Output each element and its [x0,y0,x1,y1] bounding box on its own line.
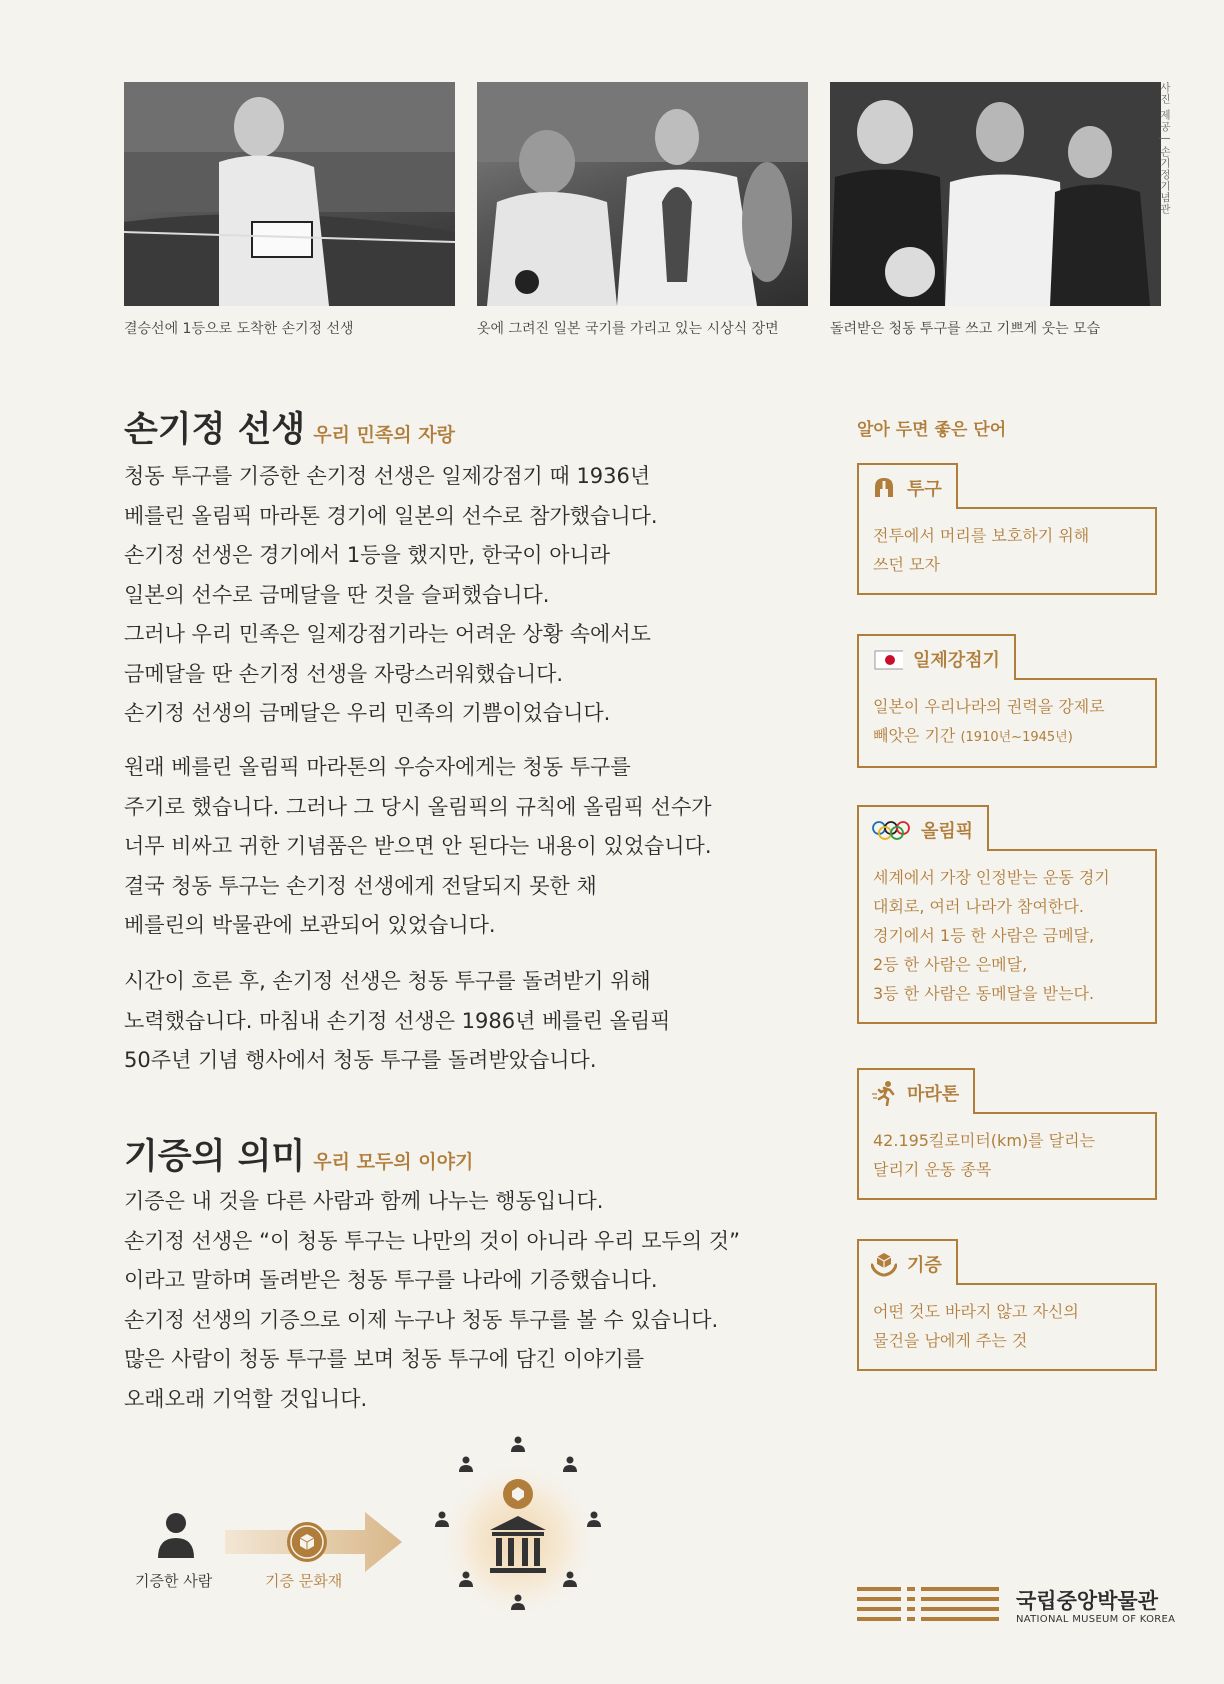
paragraph [124,962,670,1081]
glossary-term: 기증 [907,1255,942,1276]
section-title [124,402,455,452]
definition-line: 일본이 우리나라의 권력을 강제로 [873,697,1105,716]
cultural-asset-icon [287,1522,327,1562]
glossary-definition [857,507,1157,595]
text-line: 결국 청동 투구는 손기정 선생에게 전달되지 못한 채 [124,873,597,898]
photo-runner-finish [124,82,455,306]
glossary-term-tab [857,634,1016,680]
definition-line: 42.195킬로미터(km)를 달리는 [873,1131,1096,1150]
glossary-term: 마라톤 [907,1084,960,1105]
text-line: 주기로 했습니다. 그러나 그 당시 올림픽의 규칙에 올림픽 선수가 [124,794,712,819]
glossary-card-colonial-period [857,634,1157,768]
helmet-icon [871,475,897,501]
text-line: 손기정 선생의 기증으로 이제 누구나 청동 투구를 볼 수 있습니다. [124,1307,719,1332]
glossary-card-donation [857,1239,1157,1371]
photo-helmet-return [830,82,1161,306]
donor-label: 기증한 사람 [135,1572,213,1590]
glossary-definition [857,1283,1157,1371]
text-line: 시간이 흐른 후, 손기정 선생은 청동 투구를 돌려받기 위해 [124,969,651,993]
definition-line: 경기에서 1등 한 사람은 금메달, [873,926,1095,945]
donor-person-icon [158,1513,194,1558]
definition-line: 전투에서 머리를 보호하기 위해 [873,526,1090,545]
text-line: 그러나 우리 민족은 일제강점기라는 어려운 상황 속에서도 [124,622,651,646]
museum-name-ko: 국립중앙박물관 [1016,1589,1159,1613]
text-line: 손기정 선생의 금메달은 우리 민족의 기쁨이었습니다. [124,701,611,725]
paragraph [124,748,712,946]
definition-line: 2등 한 사람은 은메달, [873,955,1028,974]
definition-line: 물건을 남에게 주는 것 [873,1331,1028,1350]
definition-line: 어떤 것도 바라지 않고 자신의 [873,1302,1079,1321]
paragraph [124,457,658,734]
glossary-card-marathon [857,1068,1157,1200]
definition-line: 대회로, 여러 나라가 참여한다. [873,897,1084,916]
glossary-term-tab [857,1068,975,1114]
cultural-asset-label: 기증 문화재 [265,1572,343,1590]
section-title [124,1129,473,1179]
donation-hands-icon [871,1251,897,1277]
glossary-card-olympics [857,805,1157,1024]
text-line: 베를린 올림픽 마라톤 경기에 일본의 선수로 참가했습니다. [124,503,658,528]
definition-line: 세계에서 가장 인정받는 운동 경기 [873,868,1110,887]
definition-line: 3등 한 사람은 동메달을 받는다. [873,984,1095,1003]
text-line: 50주년 기념 행사에서 청동 투구를 돌려받았습니다. [124,1048,597,1072]
glossary-term-tab [857,805,989,851]
definition-line: 쓰던 모자 [873,555,940,574]
text-line: 너무 비싸고 귀한 기념품은 받으면 안 된다는 내용이 있었습니다. [124,834,712,858]
glossary-term-tab [857,463,958,509]
photo-caption: 결승선에 1등으로 도착한 손기정 선생 [124,321,354,337]
photo-credit: 사진 제공 | 손기정기념관 [1159,82,1171,215]
text-line: 이라고 말하며 돌려받은 청동 투구를 나라에 기증했습니다. [124,1268,658,1292]
section-title-main: 손기정 선생 [124,410,306,450]
text-line: 기증은 내 것을 다른 사람과 함께 나누는 행동입니다. [124,1189,604,1213]
text-line: 노력했습니다. 마침내 손기정 선생은 1986년 베를린 올림픽 [124,1008,671,1033]
glossary-definition [857,849,1157,1024]
japan-flag-icon [871,646,903,672]
glossary-definition [857,678,1157,768]
glossary-card-helmet [857,463,1157,595]
text-line: 오래오래 기억할 것입니다. [124,1386,368,1411]
glossary-title: 알아 두면 좋은 단어 [857,420,1007,440]
olympic-rings-icon [871,817,911,843]
glossary-term: 올림픽 [921,821,974,842]
museum-logo-icon [857,1585,999,1625]
donation-flow-diagram [120,1430,640,1620]
paragraph [124,1182,740,1419]
definition-line: 달리기 운동 종목 [873,1160,992,1179]
photo-award-ceremony [477,82,808,306]
text-line: 청동 투구를 기증한 손기정 선생은 일제강점기 때 1936년 [124,464,651,488]
text-line: 많은 사람이 청동 투구를 보며 청동 투구에 담긴 이야기를 [124,1347,644,1371]
text-line: 금메달을 딴 손기정 선생을 자랑스러워했습니다. [124,661,564,686]
runner-icon [871,1080,897,1106]
definition-line: 빼앗은 기간 [873,726,956,745]
glossary-term: 투구 [907,479,942,500]
text-line: 일본의 선수로 금메달을 딴 것을 슬퍼했습니다. [124,582,550,607]
definition-note: (1910년~1945년) [960,730,1073,745]
section-subtitle: 우리 모두의 이야기 [313,1151,474,1173]
museum-name-en: NATIONAL MUSEUM OF KOREA [1016,1614,1176,1625]
glossary-term: 일제강점기 [913,650,1000,671]
text-line: 베를린의 박물관에 보관되어 있었습니다. [124,913,496,937]
photo-caption: 돌려받은 청동 투구를 쓰고 기쁘게 웃는 모습 [830,321,1101,337]
section-title-main: 기증의 의미 [124,1137,306,1177]
section-subtitle: 우리 민족의 자랑 [313,424,455,446]
text-line: 손기정 선생은 “이 청동 투구는 나만의 것이 아니라 우리 모두의 것” [124,1228,740,1253]
text-line: 원래 베를린 올림픽 마라톤의 우승자에게는 청동 투구를 [124,755,631,779]
glossary-term-tab [857,1239,958,1285]
glossary-definition [857,1112,1157,1200]
photo-caption: 옷에 그려진 일본 국기를 가리고 있는 시상식 장면 [477,321,779,337]
text-line: 손기정 선생은 경기에서 1등을 했지만, 한국이 아니라 [124,543,611,567]
